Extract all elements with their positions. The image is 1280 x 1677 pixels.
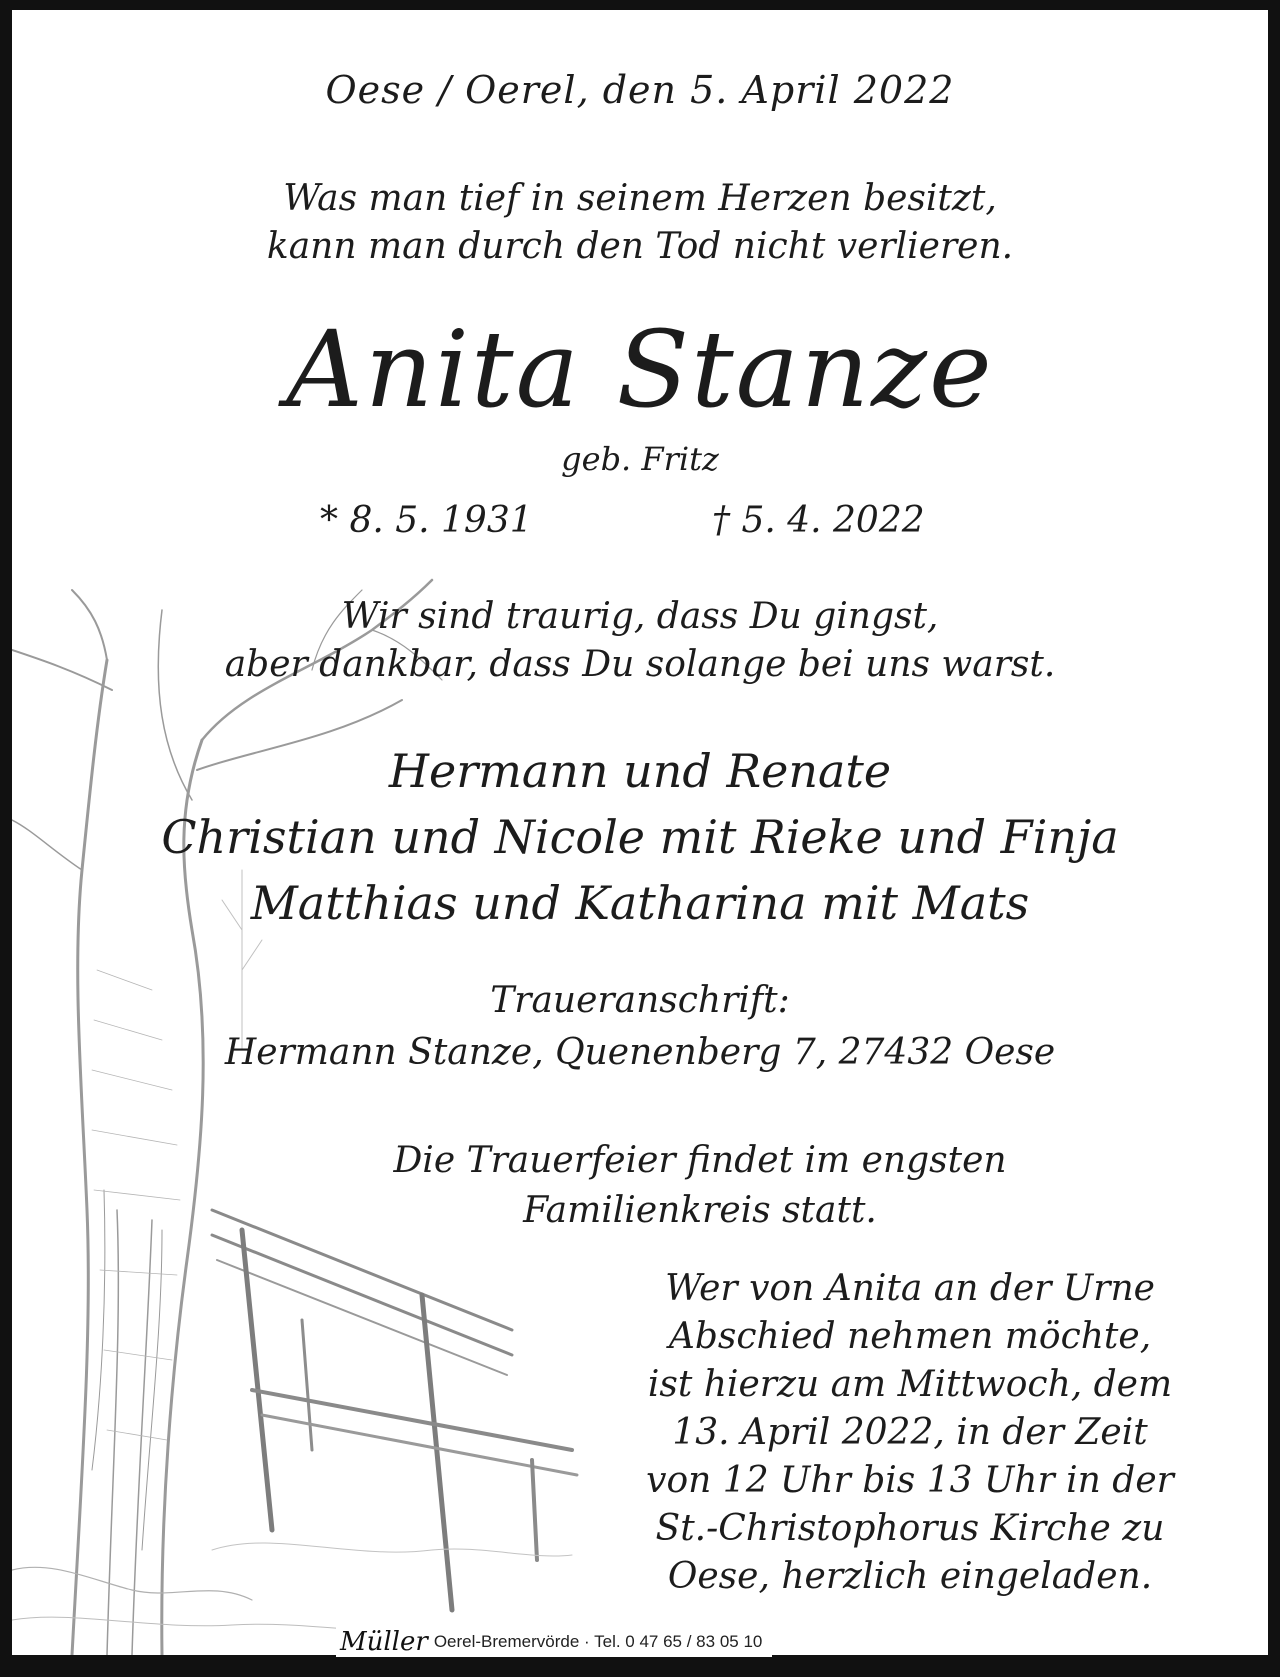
urn-line-6: St.-Christophorus Kirche zu	[655, 1508, 1165, 1549]
address: Hermann Stanze, Quenenberg 7, 27432 Oese	[224, 1032, 1056, 1073]
urn-line-5: von 12 Uhr bis 13 Uhr in der	[646, 1460, 1174, 1501]
ceremony-line-1: Die Trauerfeier findet im engsten	[393, 1140, 1007, 1181]
top-quote-line-1: Was man tief in seinem Herzen besitzt,	[283, 178, 997, 219]
address-label: Traueranschrift:	[490, 980, 790, 1021]
footer	[336, 1627, 772, 1657]
bottom-quote-line-1: Wir sind traurig, dass Du gingst,	[341, 596, 939, 637]
family-line-1: Hermann und Renate	[388, 744, 892, 798]
funeral-home-logo: Müller	[340, 1627, 428, 1657]
family-line-3: Matthias und Katharina mit Mats	[250, 876, 1030, 930]
urn-line-1: Wer von Anita an der Urne	[665, 1268, 1155, 1309]
bottom-quote-line-2: aber dankbar, dass Du solange bei uns warst.	[224, 644, 1056, 685]
urn-line-2: Abschied nehmen möchte,	[668, 1316, 1152, 1357]
urn-line-7: Oese, herzlich eingeladen.	[667, 1556, 1153, 1597]
ceremony-line-2: Familienkreis statt.	[523, 1190, 877, 1231]
top-quote-line-2: kann man durch den Tod nicht verlieren.	[266, 226, 1014, 267]
urn-line-4: 13. April 2022, in der Zeit	[672, 1412, 1148, 1453]
birth-name: geb. Fritz	[561, 440, 719, 478]
deceased-name: Anita Stanze	[286, 308, 994, 431]
birth-date: * 8. 5. 1931	[320, 500, 533, 541]
family-line-2: Christian und Nicole mit Rieke und Finja	[161, 810, 1119, 864]
death-date: † 5. 4. 2022	[712, 500, 925, 541]
tree-and-bench-sketch	[12, 570, 632, 1655]
funeral-home-info: Oerel-Bremervörde · Tel. 0 47 65 / 83 05 10	[433, 1632, 763, 1651]
place-date: Oese / Oerel, den 5. April 2022	[325, 68, 955, 112]
urn-line-3: ist hierzu am Mittwoch, dem	[647, 1364, 1173, 1405]
